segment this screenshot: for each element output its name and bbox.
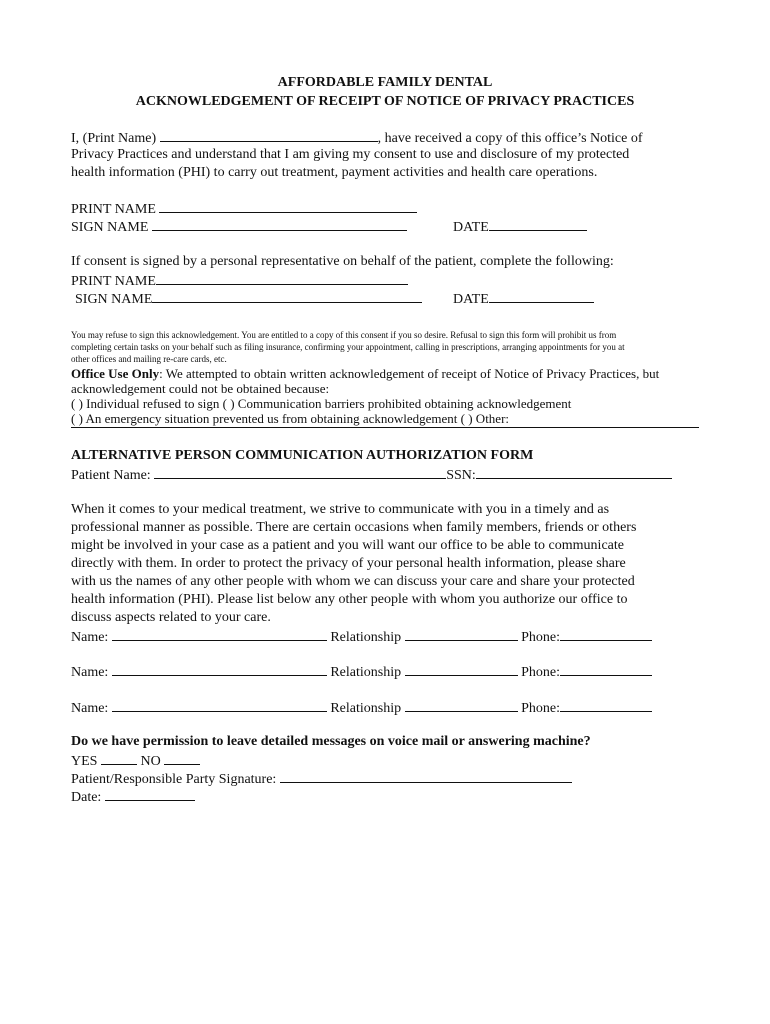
contact-relationship-field[interactable] — [405, 662, 518, 676]
contact-phone-label: Phone: — [521, 701, 560, 716]
signature-date-label: Date: — [71, 790, 102, 805]
ack-print-name-label: PRINT NAME — [71, 202, 156, 217]
yes-field[interactable] — [101, 751, 137, 765]
ack-line-1-suffix: , have received a copy of this office’s Notice of — [377, 131, 643, 146]
office-use-text: : We attempted to obtain written acknowledgement of receipt of Notice of Privacy Practices, but — [159, 366, 660, 381]
rep-date-row — [453, 289, 594, 309]
ack-date-field[interactable] — [489, 217, 587, 231]
voicemail-question: Do we have permission to leave detailed messages on voice mail or answering machine? — [71, 734, 591, 749]
ack-line-2: Privacy Practices and understand that I am giving my consent to use and disclosure of my protected — [71, 147, 630, 162]
alt-para-line-3: might be involved in your case as a patient and you will want our office to be able to communicate — [71, 538, 624, 553]
contact-name-label: Name: — [71, 665, 109, 680]
rep-print-name-field[interactable] — [156, 271, 408, 285]
signature-label: Patient/Responsible Party Signature: — [71, 772, 277, 787]
ack-print-name-blank[interactable] — [160, 128, 378, 142]
contact-relationship-field[interactable] — [405, 698, 518, 712]
alt-para-line-2: professional manner as possible. There are certain occasions when family members, friends or others — [71, 520, 637, 535]
ack-print-name-row — [71, 199, 417, 219]
contact-relationship-label: Relationship — [330, 630, 402, 645]
ack-line-1 — [71, 128, 643, 148]
ack-line-3: health information (PHI) to carry out treatment, payment activities and health care operations. — [71, 165, 598, 180]
ack-print-name-prefix: I, (Print Name) — [71, 131, 157, 146]
ssn-label: SSN: — [446, 468, 476, 483]
ack-date-label: DATE — [453, 220, 489, 235]
alt-form-title: ALTERNATIVE PERSON COMMUNICATION AUTHORIZATION FORM — [71, 448, 534, 463]
rep-sign-name-row — [75, 289, 422, 309]
contact-phone-label: Phone: — [521, 630, 560, 645]
office-use-line-2: acknowledgement could not be obtained because: — [71, 381, 330, 396]
patient-name-row — [71, 465, 672, 485]
fine-print-line-2: completing certain tasks on your behalf such as filing insurance, confirming your appointment, calling in prescriptions, arranging appointments for you at — [71, 342, 625, 352]
office-use-line-4: ( ) An emergency situation prevented us from obtaining acknowledgement ( ) Other: — [71, 411, 510, 426]
section-divider — [71, 427, 699, 428]
fine-print-line-3: other offices and mailing re-care cards, etc. — [71, 354, 227, 364]
ssn-field[interactable] — [476, 465, 672, 479]
ack-sign-name-row — [71, 217, 407, 237]
contact-phone-field[interactable] — [560, 662, 652, 676]
rep-date-field[interactable] — [489, 289, 594, 303]
contact-name-label: Name: — [71, 701, 109, 716]
ack-date-row — [453, 217, 587, 237]
contact-row-1 — [71, 627, 652, 647]
ack-print-name-field[interactable] — [159, 199, 417, 213]
no-label: NO — [140, 754, 161, 769]
alt-para-line-6: health information (PHI). Please list below any other people with whom you authorize our office to — [71, 592, 628, 607]
practice-title: AFFORDABLE FAMILY DENTAL — [277, 75, 493, 90]
rep-sign-name-field[interactable] — [152, 289, 422, 303]
contact-phone-field[interactable] — [560, 698, 652, 712]
contact-name-field[interactable] — [112, 627, 327, 641]
contact-phone-label: Phone: — [521, 665, 560, 680]
patient-name-label: Patient Name: — [71, 468, 151, 483]
alt-para-line-7: discuss aspects related to your care. — [71, 610, 271, 625]
contact-relationship-label: Relationship — [330, 665, 402, 680]
rep-print-name-label: PRINT NAME — [71, 274, 156, 289]
alt-para-line-4: directly with them. In order to protect the privacy of your personal health information, please share — [71, 556, 626, 571]
office-use-line-3: ( ) Individual refused to sign ( ) Communication barriers prohibited obtaining acknowledgement — [71, 396, 572, 411]
rep-date-label: DATE — [453, 292, 489, 307]
contact-row-2 — [71, 662, 652, 682]
signature-field[interactable] — [280, 769, 572, 783]
signature-date-row — [71, 787, 195, 807]
fine-print-line-1: You may refuse to sign this acknowledgement. You are entitled to a copy of this consent if you so desire. Refusal to sign this form will prohibit us from — [71, 330, 617, 340]
contact-name-field[interactable] — [112, 662, 327, 676]
rep-print-name-row — [71, 271, 408, 291]
rep-sign-name-label: SIGN NAME — [75, 292, 153, 307]
office-use-label: Office Use Only — [71, 366, 160, 381]
contact-relationship-label: Relationship — [330, 701, 402, 716]
contact-row-3 — [71, 698, 652, 718]
ack-sign-name-label: SIGN NAME — [71, 220, 149, 235]
contact-name-field[interactable] — [112, 698, 327, 712]
contact-name-label: Name: — [71, 630, 109, 645]
signature-row — [71, 769, 572, 789]
yes-label: YES — [71, 754, 98, 769]
rep-intro: If consent is signed by a personal representative on behalf of the patient, complete the following: — [71, 254, 614, 269]
alt-para-line-5: with us the names of any other people with whom we can discuss your care and share your protected — [71, 574, 635, 589]
contact-phone-field[interactable] — [560, 627, 652, 641]
ack-sign-name-field[interactable] — [152, 217, 407, 231]
patient-name-field[interactable] — [154, 465, 446, 479]
contact-relationship-field[interactable] — [405, 627, 518, 641]
alt-para-line-1: When it comes to your medical treatment, we strive to communicate with you in a timely and as — [71, 502, 610, 517]
signature-date-field[interactable] — [105, 787, 195, 801]
form-title: ACKNOWLEDGEMENT OF RECEIPT OF NOTICE OF PRIVACY PRACTICES — [135, 94, 635, 109]
no-field[interactable] — [164, 751, 200, 765]
yes-no-row — [71, 751, 200, 771]
